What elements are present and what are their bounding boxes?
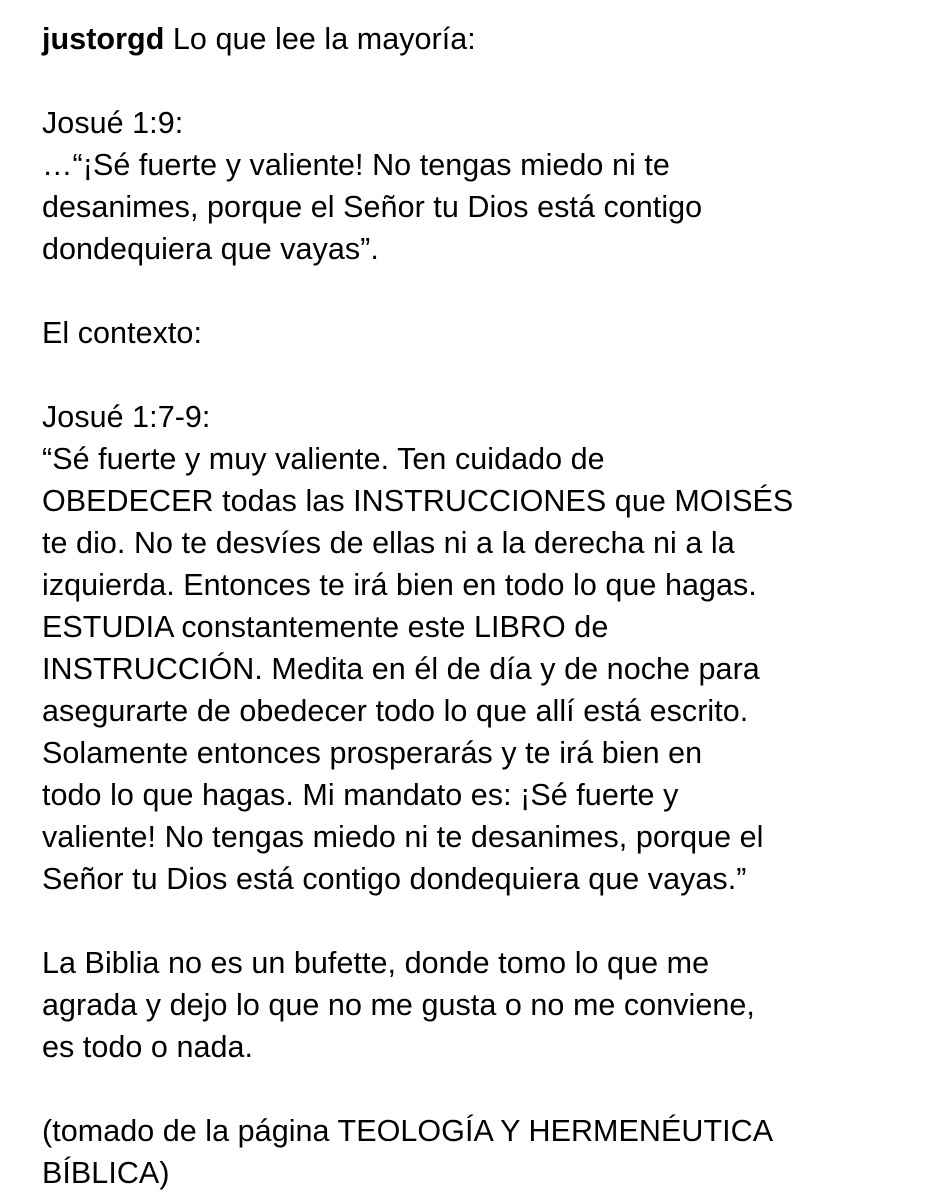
quote-line: Solamente entonces prosperarás y te irá bien en bbox=[42, 736, 703, 770]
spacer bbox=[42, 1068, 902, 1110]
quote-line: …“¡Sé fuerte y valiente! No tengas miedo ni te bbox=[42, 148, 670, 182]
source-line: (tomado de la página TEOLOGÍA Y HERMENÉUTICA bbox=[42, 1114, 774, 1148]
conclusion-paragraph bbox=[42, 942, 902, 1068]
context-label bbox=[42, 312, 902, 354]
quote-line: OBEDECER todas las INSTRUCCIONES que MOISÉS bbox=[42, 484, 794, 518]
quote-line: INSTRUCCIÓN. Medita en él de día y de noche para bbox=[42, 652, 760, 686]
quote-line: te dio. No te desvíes de ellas ni a la derecha ni a la bbox=[42, 526, 735, 560]
quote-line: asegurarte de obedecer todo lo que allí está escrito. bbox=[42, 694, 749, 728]
verse-ref-text: Josué 1:9: bbox=[42, 106, 184, 140]
verse-reference-context bbox=[42, 396, 902, 438]
quote-line: todo lo que hagas. Mi mandato es: ¡Sé fuerte y bbox=[42, 778, 679, 812]
conclusion-line: es todo o nada. bbox=[42, 1030, 254, 1064]
verse-quote-short bbox=[42, 144, 902, 270]
verse-ref-text: Josué 1:7-9: bbox=[42, 400, 211, 434]
conclusion-line: La Biblia no es un bufette, donde tomo lo que me bbox=[42, 946, 710, 980]
quote-line: Señor tu Dios está contigo dondequiera que vayas.” bbox=[42, 862, 747, 896]
spacer bbox=[42, 900, 902, 942]
quote-line: ESTUDIA constantemente este LIBRO de bbox=[42, 610, 609, 644]
context-label-text: El contexto: bbox=[42, 316, 202, 350]
spacer bbox=[42, 354, 902, 396]
caption-header bbox=[42, 18, 902, 60]
conclusion-line: agrada y dejo lo que no me gusta o no me conviene, bbox=[42, 988, 755, 1022]
spacer bbox=[42, 60, 902, 102]
source-line: BÍBLICA) bbox=[42, 1156, 170, 1190]
post-caption bbox=[42, 18, 902, 1194]
quote-line: valiente! No tengas miedo ni te desanimes, porque el bbox=[42, 820, 764, 854]
username-link[interactable]: justorgd bbox=[42, 22, 165, 56]
quote-line: “Sé fuerte y muy valiente. Ten cuidado de bbox=[42, 442, 605, 476]
verse-reference bbox=[42, 102, 902, 144]
quote-line: dondequiera que vayas”. bbox=[42, 232, 379, 266]
caption-intro: Lo que lee la mayoría: bbox=[172, 22, 476, 56]
quote-line: izquierda. Entonces te irá bien en todo lo que hagas. bbox=[42, 568, 757, 602]
source-note bbox=[42, 1110, 902, 1194]
quote-line: desanimes, porque el Señor tu Dios está contigo bbox=[42, 190, 703, 224]
verse-quote-full bbox=[42, 438, 902, 900]
spacer bbox=[42, 270, 902, 312]
